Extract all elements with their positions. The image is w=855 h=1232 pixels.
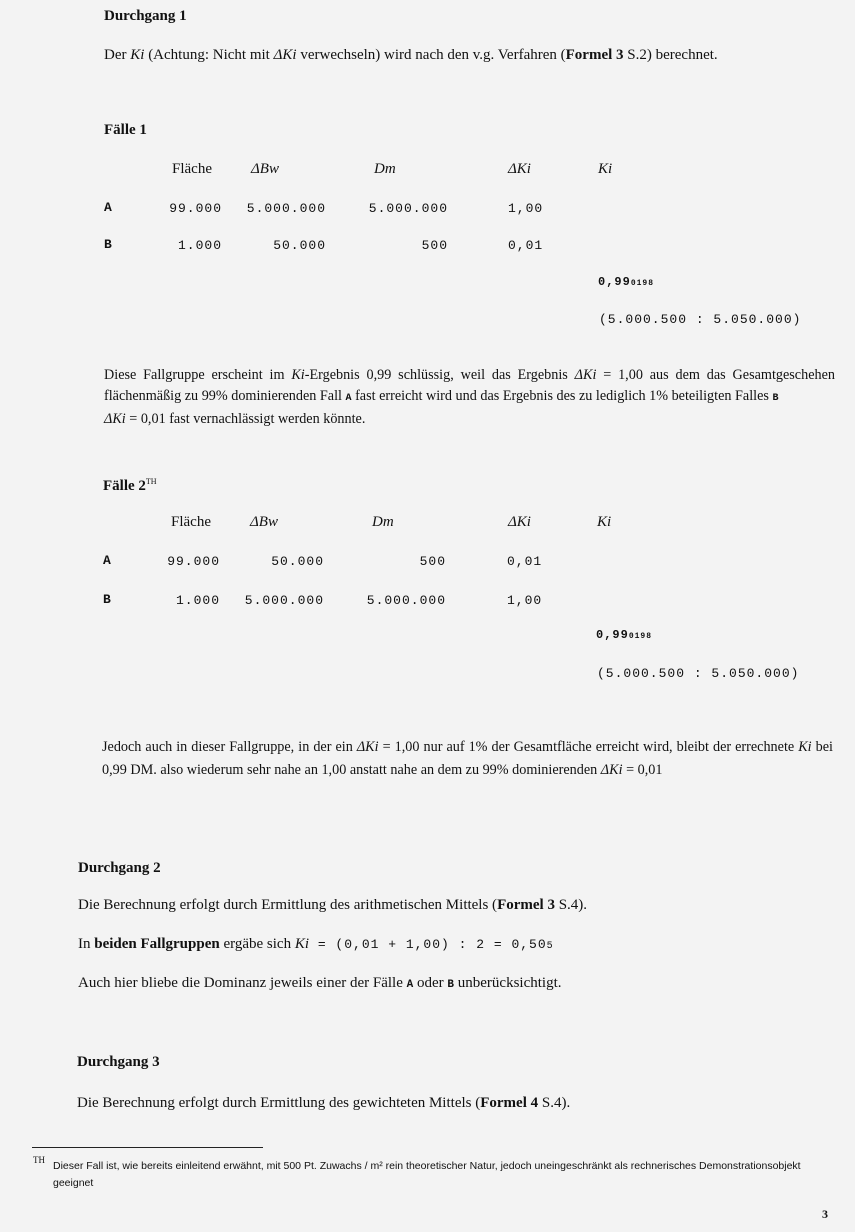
footnote-text: Dieser Fall ist, wie bereits einleitend erwähnt, mit 500 Pt. Zuwachs / m² rein theoretischer Natur, jedoch uneingeschränkt als rechnerisches Demonstrationsobjekt geeignet <box>53 1160 801 1189</box>
col-header-delta-bw: ΔBw <box>250 514 278 530</box>
ki-result: 0,990198 <box>596 628 653 642</box>
durchgang-3-method: Die Berechnung erfolgt durch Ermittlung des gewichteten Mittels (Formel 4 S.4). <box>77 1095 571 1111</box>
durchgang-3-heading: Durchgang 3 <box>77 1054 160 1070</box>
faelle-1-explanation: Diese Fallgruppe erscheint im Ki-Ergebnis 0,99 schlüssig, weil das Ergebnis ΔKi = 1,00 aus dem das Gesamtgeschehen flächenmäßig zu 99% dominierenden Fall A fast erreicht wird und das Ergebnis des zu lediglich 1% beteiligten Falles B ΔKi = 0,01 fast vernachlässigt werden könnte. <box>104 367 835 427</box>
row-label: B <box>104 237 112 252</box>
col-header-delta-ki: ΔKi <box>508 514 531 530</box>
col-header-ki: Ki <box>598 161 613 177</box>
cell-delta-bw: 50.000 <box>271 554 324 569</box>
cell-dm: 500 <box>421 238 448 253</box>
row-label: A <box>103 553 111 568</box>
durchgang-1-intro: Der Ki (Achtung: Nicht mit ΔKi verwechseln) wird nach den v.g. Verfahren (Formel 3 S.2) berechnet. <box>104 47 718 63</box>
footnote-divider <box>32 1147 263 1148</box>
cell-dm: 5.000.000 <box>366 593 446 608</box>
cell-flaeche: 1.000 <box>175 593 220 608</box>
durchgang-2-result: In beiden Fallgruppen ergäbe sich Ki = (0,01 + 1,00) : 2 = 0,505 <box>78 936 554 952</box>
footnote-marker: TH <box>145 477 157 486</box>
durchgang-2-method: Die Berechnung erfolgt durch Ermittlung des arithmetischen Mittels (Formel 3 S.4). <box>78 897 588 913</box>
cell-flaeche: 1.000 <box>177 238 222 253</box>
col-header-dm: Dm <box>374 161 396 177</box>
cell-delta-ki: 0,01 <box>508 238 544 253</box>
cell-delta-ki: 0,01 <box>507 554 543 569</box>
faelle-2-explanation: Jedoch auch in dieser Fallgruppe, in der ein ΔKi = 1,00 nur auf 1% der Gesamtfläche erreicht wird, bleibt der errechnete Ki bei 0,99 DM. also wiederum sehr nahe an 1,00 anstatt nahe an dem zu 99% dominierenden ΔKi = 0,01 <box>102 739 833 778</box>
page-number: 3 <box>822 1207 828 1221</box>
col-header-delta-ki: ΔKi <box>508 161 531 177</box>
faelle-1-heading: Fälle 1 <box>104 122 147 138</box>
cell-dm: 5.000.000 <box>368 201 448 216</box>
cell-flaeche: 99.000 <box>167 554 220 569</box>
cell-delta-bw: 50.000 <box>273 238 326 253</box>
row-label: A <box>104 200 112 215</box>
cell-dm: 500 <box>419 554 446 569</box>
col-header-dm: Dm <box>372 514 394 530</box>
cell-delta-ki: 1,00 <box>507 593 543 608</box>
cell-delta-bw: 5.000.000 <box>246 201 326 216</box>
row-label: B <box>103 592 111 607</box>
col-header-ki: Ki <box>597 514 612 530</box>
footnote-marker: TH <box>33 1155 45 1165</box>
col-header-flaeche: Fläche <box>172 161 212 177</box>
cell-delta-bw: 5.000.000 <box>244 593 324 608</box>
durchgang-1-heading: Durchgang 1 <box>104 8 187 24</box>
ki-result: 0,990198 <box>598 275 655 289</box>
durchgang-2-heading: Durchgang 2 <box>78 860 161 876</box>
col-header-flaeche: Fläche <box>171 514 211 530</box>
faelle-2-heading: Fälle 2TH <box>103 477 157 494</box>
ki-ratio: (5.000.500 : 5.050.000) <box>597 666 800 681</box>
cell-delta-ki: 1,00 <box>508 201 544 216</box>
cell-flaeche: 99.000 <box>169 201 222 216</box>
durchgang-2-note: Auch hier bliebe die Dominanz jeweils einer der Fälle A oder B unberücksichtigt. <box>78 975 562 991</box>
col-header-delta-bw: ΔBw <box>251 161 279 177</box>
ki-ratio: (5.000.500 : 5.050.000) <box>599 312 802 327</box>
